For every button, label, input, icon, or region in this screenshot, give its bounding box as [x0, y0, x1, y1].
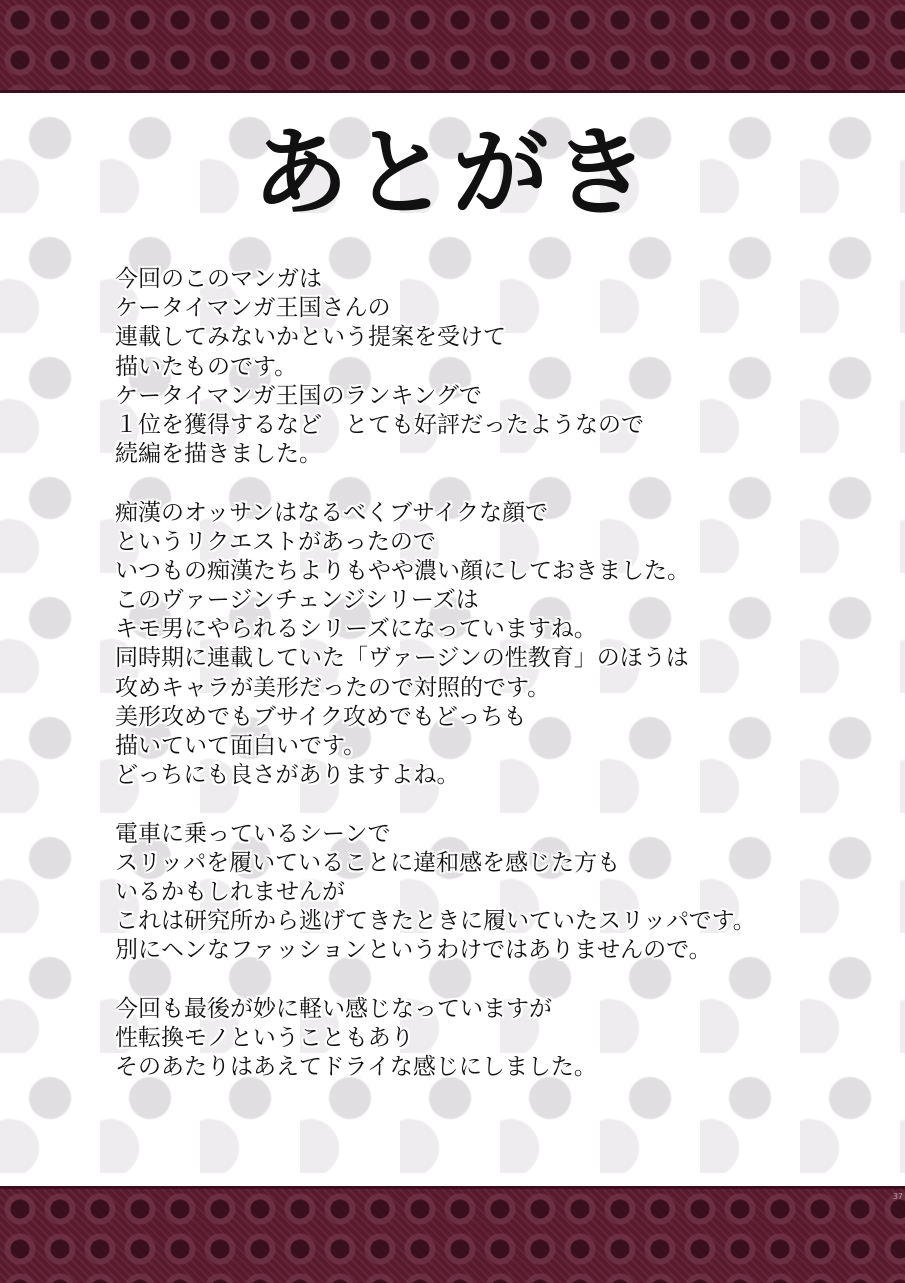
afterword-text [115, 265, 875, 1082]
page-number: 37 [892, 1192, 903, 1201]
top-ornamental-band [0, 0, 905, 93]
page-title: あとがき [252, 116, 653, 229]
text-line: 連載してみないかという提案を受けて [115, 324, 506, 351]
text-line: 描いたものです。 [115, 353, 298, 380]
text-line: キモ男にやられるシリーズになっていますね。 [115, 616, 597, 643]
text-line: 描いていて面白いです。 [115, 733, 367, 759]
text-line: 痴漢のオッサンはなるべくブサイクな顔で [115, 499, 549, 526]
text-line: 続編を描きました。 [115, 441, 322, 468]
text-line: このヴァージンチェンジシリーズは [115, 587, 479, 614]
text-line: 性転換モノということもあり [115, 1024, 414, 1051]
bottom-ornamental-band [0, 1186, 905, 1283]
text-line: 同時期に連載していた「ヴァージンの性教育」のほうは [115, 645, 689, 672]
text-line: スリッパを履いていることに違和感を感じた方も [115, 849, 621, 876]
text-line: そのあたりはあえてドライな感じにしました。 [115, 1054, 597, 1081]
text-line: どっちにも良さがありますよね。 [115, 762, 460, 789]
blank-line [115, 790, 875, 819]
text-line: いつもの痴漢たちよりもやや濃い顔にしておきました。 [115, 557, 690, 584]
text-line: １位を獲得するなど とても好評だったようなので [115, 411, 644, 438]
text-line: ケータイマンガ王国さんの [115, 295, 391, 322]
text-line: 今回のこのマンガは [115, 266, 322, 292]
blank-line [115, 966, 875, 995]
page-content [0, 93, 905, 1186]
text-line: というリクエストがあったので [115, 528, 436, 555]
text-line: 別にヘンなファッションというわけではありませんので。 [115, 937, 712, 964]
text-line: ケータイマンガ王国のランキングで [115, 382, 482, 409]
text-line: いるかもしれませんが [115, 878, 345, 905]
text-line: 電車に乗っているシーンで [115, 820, 391, 847]
text-line: 今回も最後が妙に軽い感じなっていますが [115, 995, 552, 1022]
text-line: これは研究所から逃げてきたときに履いていたスリッパです。 [115, 908, 756, 935]
text-line: 攻めキャラが美形だったので対照的です。 [115, 674, 551, 701]
blank-line [115, 469, 875, 498]
text-line: 美形攻めでもブサイク攻めでもどっちも [115, 703, 527, 730]
